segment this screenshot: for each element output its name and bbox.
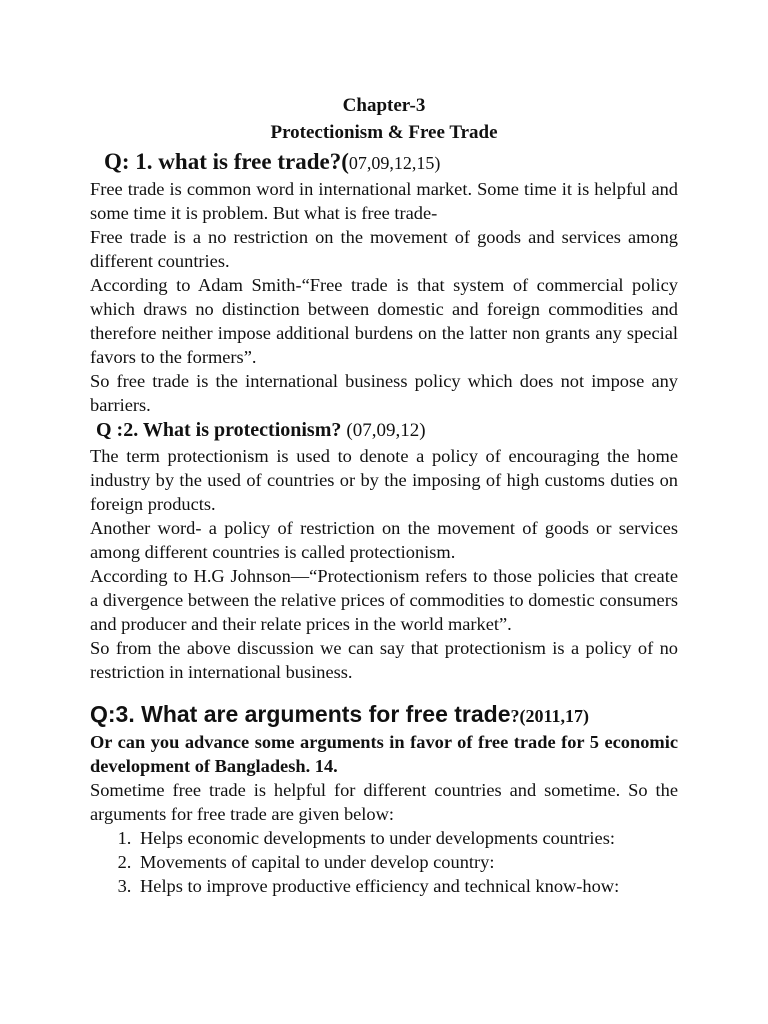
question-3-years: ?(2011,17) <box>510 706 589 726</box>
q3-subquestion: Or can you advance some arguments in favor of free trade for 5 economic development of Bangladesh. 14. <box>90 732 678 776</box>
list-item: 2. Movements of capital to under develop country: <box>136 850 678 874</box>
q1-paragraph: Free trade is common word in international market. Some time it is helpful and some time it is problem. But what is free trade- <box>90 179 678 223</box>
question-2-heading <box>96 417 678 444</box>
document-page <box>90 92 678 898</box>
q2-paragraph: Another word- a policy of restriction on the movement of goods or services among different countries is called protectionism. <box>90 518 678 562</box>
list-item: 3. Helps to improve productive efficiency and technical know-how: <box>136 874 678 898</box>
question-3-heading <box>90 700 678 730</box>
question-1-text: Q: 1. what is free trade?( <box>104 149 349 174</box>
q2-paragraph: The term protectionism is used to denote a policy of encouraging the home industry by the used of countries or by the imposing of high customs duties on foreign products. <box>90 446 678 514</box>
question-1-heading <box>104 148 678 177</box>
question-1-years: 07,09,12,15) <box>348 153 441 173</box>
q1-paragraph: According to Adam Smith-“Free trade is that system of commercial policy which draws no distinction between domestic and foreign commodities and therefore neither impose additional burdens on the latter non grants any special favors to the formers”. <box>90 275 678 367</box>
question-2-years: (07,09,12) <box>346 420 426 441</box>
q1-paragraph: So free trade is the international business policy which does not impose any barriers. <box>90 371 678 415</box>
q3-intro: Sometime free trade is helpful for different countries and sometime. So the arguments for free trade are given below: <box>90 780 678 824</box>
question-2-text: Q :2. What is protectionism? <box>96 419 342 441</box>
q2-paragraph: So from the above discussion we can say that protectionism is a policy of no restriction in international business. <box>90 638 678 682</box>
q1-paragraph: Free trade is a no restriction on the movement of goods and services among different countries. <box>90 227 678 271</box>
question-3-text: Q:3. What are arguments for free trade <box>90 701 511 727</box>
q2-paragraph: According to H.G Johnson—“Protectionism refers to those policies that create a divergence between the relative prices of commodities to domestic consumers and producer and their relate prices in the world market”. <box>90 566 678 634</box>
arguments-list <box>90 826 678 898</box>
list-item: 1. Helps economic developments to under developments countries: <box>136 826 678 850</box>
chapter-title: Protectionism & Free Trade <box>270 122 498 143</box>
chapter-heading: Chapter-3 <box>342 95 426 116</box>
